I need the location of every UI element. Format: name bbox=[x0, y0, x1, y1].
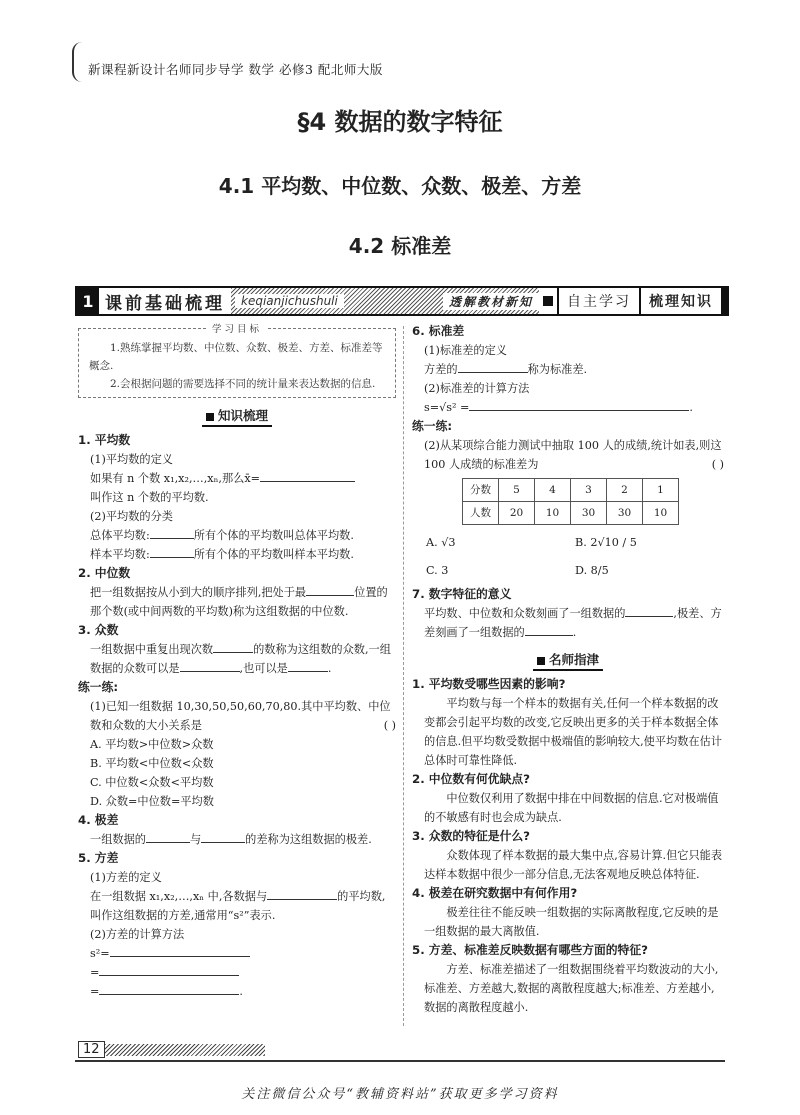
header-bracket bbox=[72, 42, 84, 82]
footer-stripe bbox=[105, 1044, 265, 1056]
banner-sort-knowledge: 梳理知识 bbox=[639, 288, 727, 314]
text-line: 把一组数据按从小到大的顺序排列,把处于最 位置的那个数(或中间两数的平均数)称为这组数据的中位数. bbox=[78, 583, 396, 621]
text-line: 总体平均数: 所有个体的平均数叫总体平均数. bbox=[78, 526, 396, 545]
qa-question: 4. 极差在研究数据中有何作用? bbox=[412, 886, 578, 900]
text-line: 在一组数据 x₁,x₂,…,xₙ 中,各数据与 的平均数,叫作这组数据的方差,通常用“s²”表示. bbox=[78, 887, 396, 925]
footer-rule bbox=[75, 1060, 725, 1062]
banner-title: 课前基础梳理 bbox=[105, 293, 225, 314]
practice-label: 练一练: bbox=[412, 419, 453, 433]
text-line: 平均数、中位数和众数刻画了一组数据的 ,极差、方差刻画了一组数据的 . bbox=[412, 604, 724, 642]
text-line: (2)方差的计算方法 bbox=[90, 928, 185, 941]
banner-pinyin: keqianjichushuli bbox=[235, 294, 344, 308]
bottom-caption: 关注微信公众号“教辅资料站”获取更多学习资料 bbox=[241, 1087, 559, 1102]
banner-tagline: 透解教材新知 bbox=[443, 293, 539, 310]
option: C. 3 bbox=[426, 564, 449, 577]
blank bbox=[150, 545, 194, 558]
section-banner bbox=[75, 286, 729, 316]
variance-heading: 5. 方差 bbox=[78, 851, 119, 865]
blank bbox=[260, 469, 355, 482]
banner-self-study: 自主学习 bbox=[557, 288, 639, 314]
qa-answer: 众数体现了样本数据的最大集中点,容易计算.但它只能表达样本数据中很少一部分信息,无法客观地反映总体特征. bbox=[424, 849, 723, 881]
text-line: = . bbox=[78, 982, 396, 1001]
section-title: §4 数据的数字特征 bbox=[297, 108, 503, 136]
text-line: 样本平均数: 所有个体的平均数叫样本平均数. bbox=[78, 545, 396, 564]
qa-answer: 极差往往不能反映一组数据的实际离散程度,它反映的是一组数据的最大离散值. bbox=[424, 906, 719, 938]
mean-heading: 1. 平均数 bbox=[78, 433, 131, 447]
blank bbox=[201, 830, 245, 843]
text-line: (1)方差的定义 bbox=[90, 871, 162, 884]
left-column bbox=[78, 322, 396, 1001]
practice-label: 练一练: bbox=[78, 680, 119, 694]
option: C. 中位数<众数<平均数 bbox=[90, 776, 214, 789]
goal-item: 2.会根据问题的需要选择不同的统计量来表达数据的信息. bbox=[110, 378, 376, 390]
range-heading: 4. 极差 bbox=[78, 813, 119, 827]
option: D. 众数=中位数=平均数 bbox=[90, 795, 214, 808]
blank bbox=[525, 623, 573, 636]
subsection-title-4-1: 4.1 平均数、中位数、众数、极差、方差 bbox=[218, 174, 582, 198]
text-line: 方差的 称为标准差. bbox=[412, 360, 724, 379]
blank bbox=[99, 982, 239, 995]
table-row: 分数 5 4 3 2 1 bbox=[463, 479, 679, 502]
running-header: 新课程新设计名师同步导学 数学 必修3 配北师大版 bbox=[88, 62, 383, 77]
text-line: (1)平均数的定义 bbox=[90, 453, 173, 466]
options-row bbox=[412, 529, 724, 557]
question-1: (1)已知一组数据 10,30,50,50,60,70,80.其中平均数、中位数和众数的大小关系是 ( ) bbox=[90, 700, 396, 732]
blank bbox=[110, 944, 250, 957]
right-column bbox=[412, 322, 724, 1017]
qa-answer: 平均数与每一个样本的数据有关,任何一个样本数据的改变都会引起平均数的改变,它反映出更多的关于样本数据全体的信息.但平均数受数据中极端值的影响较大,使平均数在估计总体时可靠性降低. bbox=[424, 697, 722, 767]
qa-answer: 中位数仅利用了数据中排在中间数据的信息.它对极端值的不敏感有时也会成为缺点. bbox=[424, 792, 719, 824]
text-line: 叫作这 n 个数的平均数. bbox=[90, 491, 209, 504]
option: A. √3 bbox=[426, 536, 456, 549]
qa-answer: 方差、标准差描述了一组数据围绕着平均数波动的大小,标准差、方差越大,数据的离散程度越大;标准差、方差越小,数据的离散程度越小. bbox=[424, 963, 719, 1014]
median-heading: 2. 中位数 bbox=[78, 566, 131, 580]
blank bbox=[625, 604, 673, 617]
text-line: (2)平均数的分类 bbox=[90, 510, 173, 523]
qa-question: 5. 方差、标准差反映数据有哪些方面的特征? bbox=[412, 943, 648, 957]
blank bbox=[150, 526, 194, 539]
option: D. 8/5 bbox=[575, 564, 609, 577]
text-line: 一组数据中重复出现次数 的数称为这组数的众数,一组数据的众数可以是 ,也可以是 . bbox=[78, 640, 396, 678]
goals-tag: 学习目标 bbox=[206, 321, 268, 339]
blank bbox=[99, 963, 239, 976]
qa-question: 1. 平均数受哪些因素的影响? bbox=[412, 677, 566, 691]
blank bbox=[213, 640, 253, 653]
blank bbox=[267, 887, 337, 900]
feature-heading: 7. 数字特征的意义 bbox=[412, 587, 512, 601]
text-line: 如果有 n 个数 x₁,x₂,…,xₙ,那么x̄= bbox=[78, 469, 396, 488]
blank bbox=[288, 659, 328, 672]
mode-heading: 3. 众数 bbox=[78, 623, 119, 637]
text-line: (2)标准差的计算方法 bbox=[424, 382, 530, 395]
banner-square-icon bbox=[543, 296, 553, 306]
options-row bbox=[412, 557, 724, 585]
question-2: (2)从某项综合能力测试中抽取 100 人的成绩,统计如表,则这 100 人成绩的标准差为 ( ) bbox=[424, 439, 724, 471]
text-line: = bbox=[78, 963, 396, 982]
banner-number: 1 bbox=[77, 288, 99, 314]
score-table bbox=[462, 478, 679, 525]
text-line: s=√s² = . bbox=[412, 398, 724, 417]
goal-item: 1.熟练掌握平均数、中位数、众数、极差、方差、标准差等概念. bbox=[89, 342, 383, 372]
option: A. 平均数>中位数>众数 bbox=[90, 738, 214, 751]
banner-stripe bbox=[231, 288, 539, 314]
text-line: (1)标准差的定义 bbox=[424, 344, 507, 357]
blank bbox=[146, 830, 190, 843]
text-line: s²= bbox=[78, 944, 396, 963]
square-icon bbox=[537, 657, 545, 665]
option: B. 2√10 / 5 bbox=[575, 536, 637, 549]
table-row: 人数 20 10 30 30 10 bbox=[463, 502, 679, 525]
option: B. 平均数<中位数<众数 bbox=[90, 757, 214, 770]
blank bbox=[180, 659, 240, 672]
tips-heading: 名师指津 bbox=[412, 650, 724, 671]
blank bbox=[469, 398, 689, 411]
subsection-title-4-2: 4.2 标准差 bbox=[348, 234, 452, 258]
blank bbox=[458, 360, 528, 373]
qa-question: 3. 众数的特征是什么? bbox=[412, 829, 531, 843]
sd-heading: 6. 标准差 bbox=[412, 324, 465, 338]
text-line: 一组数据的 与 的差称为这组数据的极差. bbox=[78, 830, 396, 849]
column-divider bbox=[403, 326, 404, 1026]
page-number: 12 bbox=[78, 1041, 105, 1058]
knowledge-heading: 知识梳理 bbox=[78, 406, 396, 427]
blank bbox=[306, 583, 354, 596]
square-icon bbox=[206, 413, 214, 421]
qa-question: 2. 中位数有何优缺点? bbox=[412, 772, 531, 786]
learning-goals bbox=[78, 324, 396, 398]
